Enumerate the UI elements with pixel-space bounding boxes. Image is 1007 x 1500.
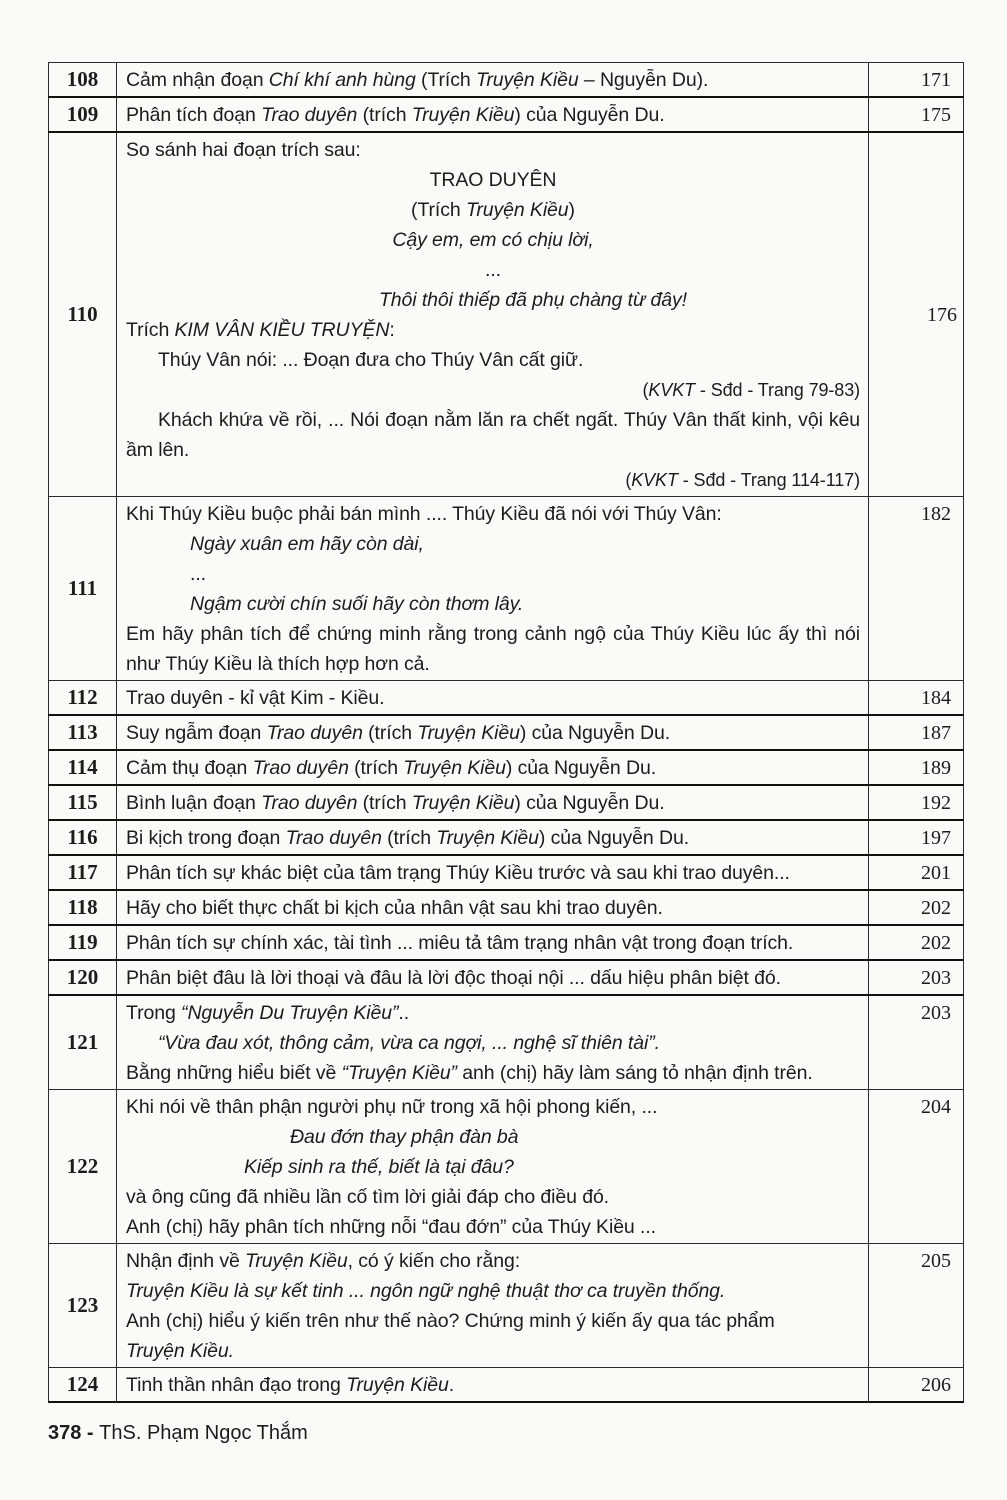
table-row (49, 63, 964, 98)
page-footer (48, 1422, 308, 1445)
table-row (49, 960, 964, 995)
entry-title: Cảm nhận đoạn Chí khí anh hùng (Trích Truyện Kiều – Nguyễn Du). (117, 63, 869, 98)
quote-line: “Vừa đau xót, thông cảm, vừa ca ngợi, ... nghệ sĩ thiên tài”. (158, 1032, 660, 1054)
poem-source: (Trích Truyện Kiều) (411, 199, 575, 221)
table-row (49, 1090, 964, 1244)
page-ref: 202 (869, 925, 964, 960)
verse-line: Ngậm cười chín suối hãy còn thơm lây. (190, 593, 524, 615)
entry-title: Bình luận đoạn Trao duyên (trích Truyện Kiều) của Nguyễn Du. (117, 785, 869, 820)
entry-title: Phân tích đoạn Trao duyên (trích Truyện Kiều) của Nguyễn Du. (117, 97, 869, 132)
ellipsis: ... (485, 259, 501, 281)
row-number: 117 (49, 855, 117, 890)
entry-line: Trích KIM VÂN KIỀU TRUYỆN: (126, 319, 395, 341)
page-ref: 202 (869, 890, 964, 925)
verse-line: Kiếp sinh ra thế, biết là tại đâu? (244, 1156, 514, 1178)
row-number: 108 (49, 63, 117, 98)
row-number: 110 (49, 132, 117, 497)
page-ref: 175 (869, 97, 964, 132)
page-ref: 203 (869, 995, 964, 1090)
row-number: 124 (49, 1368, 117, 1403)
table-row (49, 1244, 964, 1368)
page-ref: 176 (869, 132, 964, 497)
page-ref: 184 (869, 681, 964, 716)
page-ref: 171 (869, 63, 964, 98)
author-name: ThS. Phạm Ngọc Thắm (99, 1422, 308, 1444)
row-number: 111 (49, 497, 117, 681)
entry-line: Em hãy phân tích để chứng minh rằng trong cảnh ngộ của Thúy Kiều lúc ấy thì nói như Thúy Kiều là thích hợp hơn cả. (126, 623, 860, 675)
page-ref: 187 (869, 715, 964, 750)
table-row (49, 132, 964, 497)
verse-line: Ngày xuân em hãy còn dài, (190, 533, 424, 555)
page-ref: 197 (869, 820, 964, 855)
row-number: 120 (49, 960, 117, 995)
page-ref: 182 (869, 497, 964, 681)
entry-body (117, 995, 869, 1090)
page-ref: 206 (869, 1368, 964, 1403)
entry-line: Khi Thúy Kiều buộc phải bán mình .... Thúy Kiều đã nói với Thúy Vân: (126, 503, 722, 525)
row-number: 114 (49, 750, 117, 785)
row-number: 112 (49, 681, 117, 716)
entry-title: Tinh thần nhân đạo trong Truyện Kiều. (117, 1368, 869, 1403)
entry-body (117, 497, 869, 681)
table-row (49, 497, 964, 681)
row-number: 121 (49, 995, 117, 1090)
entry-line: Anh (chị) hãy phân tích những nỗi “đau đớn” của Thúy Kiều ... (126, 1216, 656, 1238)
verse-line: Thôi thôi thiếp đã phụ chàng từ đây! (379, 289, 687, 311)
page-ref: 192 (869, 785, 964, 820)
table-row (49, 750, 964, 785)
table-row (49, 925, 964, 960)
entry-line: So sánh hai đoạn trích sau: (126, 139, 361, 161)
entry-title: Phân biệt đâu là lời thoại và đâu là lời độc thoại nội ... dấu hiệu phân biệt đó. (117, 960, 869, 995)
entry-title: Hãy cho biết thực chất bi kịch của nhân vật sau khi trao duyên. (117, 890, 869, 925)
row-number: 109 (49, 97, 117, 132)
toc-table (48, 62, 964, 1403)
ellipsis: ... (190, 563, 206, 585)
row-number: 123 (49, 1244, 117, 1368)
row-number: 113 (49, 715, 117, 750)
table-row (49, 995, 964, 1090)
entry-line: Truyện Kiều. (126, 1340, 234, 1362)
entry-line: Nhận định về Truyện Kiều, có ý kiến cho rằng: (126, 1250, 521, 1272)
entry-line: Khi nói về thân phận người phụ nữ trong xã hội phong kiến, ... (126, 1096, 658, 1118)
verse-line: Đau đớn thay phận đàn bà (290, 1126, 519, 1148)
page-ref: 203 (869, 960, 964, 995)
entry-line: Trong “Nguyễn Du Truyện Kiều”.. (126, 1002, 410, 1024)
entry-body (117, 1090, 869, 1244)
table-row (49, 1368, 964, 1403)
entry-line: và ông cũng đã nhiều lần cố tìm lời giải đáp cho điều đó. (126, 1186, 610, 1208)
entry-title: Trao duyên - kỉ vật Kim - Kiều. (117, 681, 869, 716)
table-row (49, 855, 964, 890)
entry-title: Suy ngẫm đoạn Trao duyên (trích Truyện Kiều) của Nguyễn Du. (117, 715, 869, 750)
table-row (49, 785, 964, 820)
entry-body (117, 1244, 869, 1368)
entry-line: Anh (chị) hiểu ý kiến trên như thế nào? Chứng minh ý kiến ấy qua tác phẩm (126, 1310, 775, 1332)
entry-title: Phân tích sự chính xác, tài tình ... miêu tả tâm trạng nhân vật trong đoạn trích. (117, 925, 869, 960)
entry-line: Thúy Vân nói: ... Đoạn đưa cho Thúy Vân cất giữ. (158, 349, 584, 371)
citation: (KVKT - Sđd - Trang 79-83) (642, 380, 860, 400)
verse-line: Cậy em, em có chịu lời, (392, 229, 594, 251)
page-ref: 205 (869, 1244, 964, 1368)
entry-line: Bằng những hiểu biết về “Truyện Kiều” anh (chị) hãy làm sáng tỏ nhận định trên. (126, 1062, 813, 1084)
table-row (49, 97, 964, 132)
footer-separator: - (81, 1422, 100, 1444)
entry-line: Khách khứa về rồi, ... Nói đoạn nằm lăn ra chết ngất. Thúy Vân thất kinh, vội kêu ầm lên. (126, 409, 860, 461)
citation: (KVKT - Sđd - Trang 114-117) (625, 470, 860, 490)
entry-title: Cảm thụ đoạn Trao duyên (trích Truyện Kiều) của Nguyễn Du. (117, 750, 869, 785)
page-ref: 201 (869, 855, 964, 890)
row-number: 116 (49, 820, 117, 855)
row-number: 122 (49, 1090, 117, 1244)
page-ref: 204 (869, 1090, 964, 1244)
row-number: 119 (49, 925, 117, 960)
page-number: 378 (48, 1422, 82, 1444)
table-row (49, 681, 964, 716)
entry-title: Bi kịch trong đoạn Trao duyên (trích Truyện Kiều) của Nguyễn Du. (117, 820, 869, 855)
row-number: 115 (49, 785, 117, 820)
page-ref: 189 (869, 750, 964, 785)
row-number: 118 (49, 890, 117, 925)
entry-title: Phân tích sự khác biệt của tâm trạng Thúy Kiều trước và sau khi trao duyên... (117, 855, 869, 890)
table-row (49, 820, 964, 855)
quote-line: Truyện Kiều là sự kết tinh ... ngôn ngữ nghệ thuật thơ ca truyền thống. (126, 1280, 726, 1302)
table-row (49, 890, 964, 925)
table-row (49, 715, 964, 750)
entry-body (117, 132, 869, 497)
poem-title: TRAO DUYÊN (429, 169, 557, 191)
